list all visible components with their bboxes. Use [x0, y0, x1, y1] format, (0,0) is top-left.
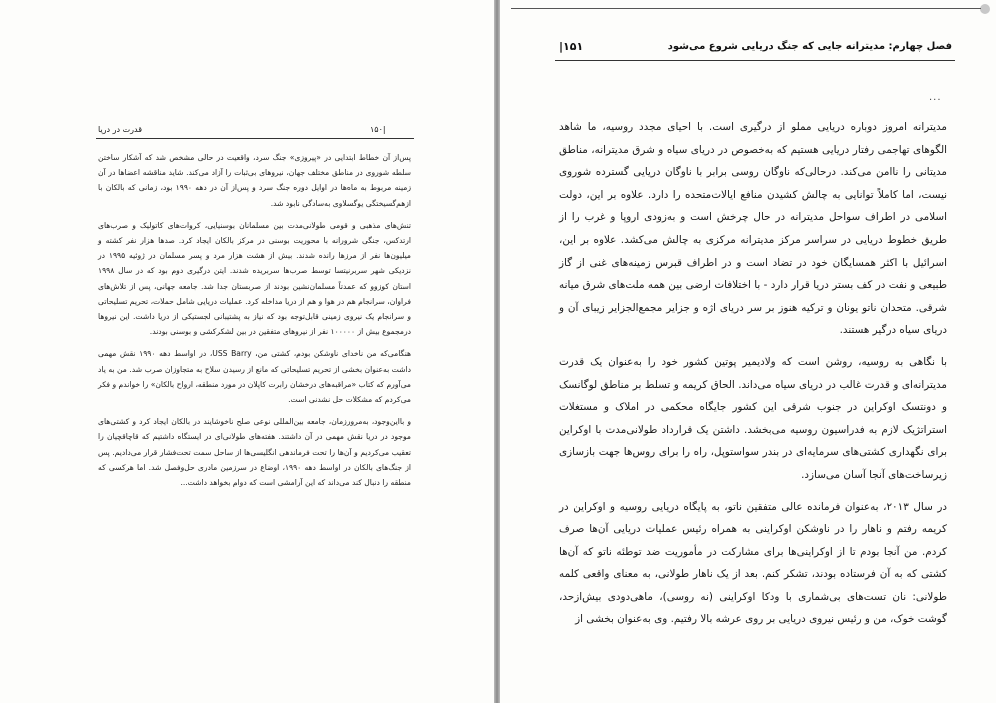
right-paragraph-2: با نگاهی به روسیه، روشن است که ولادیمیر پوتین کشور خود را به‌عنوان یک قدرت مدیترانه‌ای و قدرت غالب در دریای سیاه می‌داند. الحاق کریمه و تسلط بر مناطق لوگانسک و دونتسک اوکراین در جنوب شرقی این کشور جایگاه محکمی در املاک و مستغلات استراتژیک لازم به فدراسیون روسیه می‌بخشد. داشتن یک قرارداد طولانی‌مدت با اوکراین برای نگهداری کشتی‌های سرمایه‌ای در بندر سواستوپل، راه را برای روس‌ها جهت بازسازی زیرساخت‌های آنجا آسان می‌سازد. — [559, 355, 947, 481]
right-paragraph-1: مدیترانه امروز دوباره دریایی مملو از درگیری است. با احیای مجدد روسیه، ما شاهد الگوهای تهاجمی رفتار دریایی هستیم که به‌خصوص در دریای سیاه و شرق مدیترانه، مناطق مدیتانی را ناامن می‌کند. درحالی‌که ناوگان روسی برابر با ناوگان دریایی گسترده شوروی نیست، اما کاملاً توانایی به چالش کشیدن منافع ایالات‌متحده را دارد. علاوه بر این، دولت اسلامی در اطراف سواحل مدیترانه در حال چرخش است و به‌زودی اروپا و غرب را از طریق خطوط دریایی در سراسر مرکز مدیترانه مرکزی به چالش می‌کشد. علاوه بر این، اسرائیل با اکثر همسایگان خود در تضاد است و در اطراف قبرس زمینه‌های غنی از گاز طبیعی و نفت در کف بستر دریا قرار دارد - با اختلافات ارضی بین همه ملت‌های شرق میانه شرقی. متحدان ناتو یونان و ترکیه هنوز بر سر دریای اژه و جزایر مجمع‌الجزایر زیبای آن و دریای سیاه درگیر هستند. — [559, 121, 947, 337]
left-header-rule — [96, 138, 414, 139]
right-body-text — [559, 116, 947, 640]
right-page-number: ۱۵۱| — [559, 40, 584, 53]
left-paragraph-3: هنگامی‌که من ناخدای ناوشکن بودم، کشتی من، USS Barry، در اواسط دهه ۱۹۹۰ نقش مهمی داشت به‌عنوان بخشی از تحریم تسلیحاتی که مانع از رسیدن سلاح به متجاوزان صرب شد. من به یاد می‌آورم که کتاب «مراقبه‌های درخشان رابرت کاپلان در مورد منطقه، ارواح بالکان» را خواندم و فکر می‌کردم که مشکلات حل نشدنی است. — [98, 349, 411, 405]
left-body-text — [98, 150, 411, 497]
continuation-ellipsis: ... — [929, 92, 942, 103]
left-paragraph-4: و بااین‌وجود، به‌مرورزمان، جامعه بین‌المللی نوعی صلح ناخوشایند در بالکان ایجاد کرد و کشتی‌های موجود در دریا نقش مهمی در آن داشتند. هفته‌های طولانی‌ای در ایستگاه داشتیم که قاچاقچیان را تعقیب می‌کردیم و آن‌ها را تحت فرماندهی انگلیسی‌ها از ساحل سمت تحت‌فشار قرار می‌دادیم. پس از جنگ‌های بالکان در اواسط دهه ۱۹۹۰، اوضاع در سرزمین مادری حل‌وفصل شد. اما هرکسی که منطقه را دنبال کند می‌داند که این آرامشی است که دوام بخواهد داشت... — [98, 417, 412, 488]
book-spine — [494, 0, 500, 703]
page-corner-mark — [980, 4, 990, 14]
left-page — [0, 0, 496, 703]
left-page-number: |۱۵۰ — [370, 125, 386, 134]
right-paragraph-3: در سال ۲۰۱۳، به‌عنوان فرمانده عالی متفقین ناتو، به پایگاه دریایی روسیه و اوکراین در کریمه رفتم و ناهار را در ناوشکن اوکراینی به همراه رئیس عملیات دریایی آن‌ها صرف کردم. من آنجا بودم تا از اوکراینی‌ها برای مشارکت در مأموریت ضد توطئه ناتو که آن‌ها کشتی که به آن فرستاده بودند، تشکر کنم. بعد از یک ناهار طولانی، به معنای واقعی کلمه طولانی: نان تست‌های بی‌شماری با ودکا اوکراینی (نه روسی)، ماهی‌دودی بیش‌ازحد، گوشت خوک، من و رئیس نیروی دریایی بر روی عرشه بالا رفتیم. وی به‌عنوان بخشی از — [559, 500, 947, 626]
right-header-rule — [555, 60, 955, 61]
left-paragraph-1: پس‌از آن خطاط ابتدایی در «پیروزی» جنگ سرد، واقعیت در حالی مشخص شد که آشکار ساختن سلطه شوروی در مناطق مختلف جهان، نیروهای بی‌ثبات را آزاد می‌کند. شاید مناقشه اعضاها در آن زمینه مربوط به ماه‌ها در اوایل دوره جنگ سرد و پس‌از آن در دهه ۱۹۹۰ بود، زمانی که بالکان با ازهم‌گسیختگی یوگسلاوی به‌سادگی نابود شد. — [98, 153, 411, 208]
right-page — [498, 0, 996, 703]
right-running-title: فصل چهارم: مدیترانه جایی که جنگ دریایی شروع می‌شود — [667, 41, 952, 52]
left-paragraph-2: تنش‌های مذهبی و قومی طولانی‌مدت بین مسلمانان بوسنیایی، کروات‌های کاتولیک و صرب‌های ارتدکس، جنگی شرورانه با محوریت بوسنی در مرکز بالکان ایجاد کرد. صدها هزار نفر کشته و میلیون‌ها نفر از مرزها رانده شدند. بیش از هشت هزار مرد و پسر مسلمان در ژوئیه ۱۹۹۵ در نزدیکی شهر سربرنیتسا توسط صرب‌ها سربریده شدند. ایتن درگیری دوم بود که در سال ۱۹۹۸ استان کوزوو که عمدتاً مسلمان‌نشین بودند از صربستان جدا شد. جامعه جهانی، پس از تلاش‌های فراوان، سرانجام هم در هوا و هم از دریا مداخله کرد. عملیات دریایی شامل حملات، تحریم تسلیحاتی و سرانجام یک نیروی زمینی قابل‌توجه بود که نیاز به پشتیبانی لجستیکی از دریا داشت. این نیروها درمجموع بیش از ۱۰۰۰۰۰ نفر از نیروهای متفقین در بین لشکرکشی و بوسنی بودند. — [98, 220, 412, 337]
left-running-title: قدرت در دریا — [98, 125, 143, 134]
left-page-number-text: ۱۵۰ — [370, 125, 383, 134]
right-page-number-text: ۱۵۱ — [563, 40, 584, 53]
right-top-rule — [511, 8, 981, 9]
